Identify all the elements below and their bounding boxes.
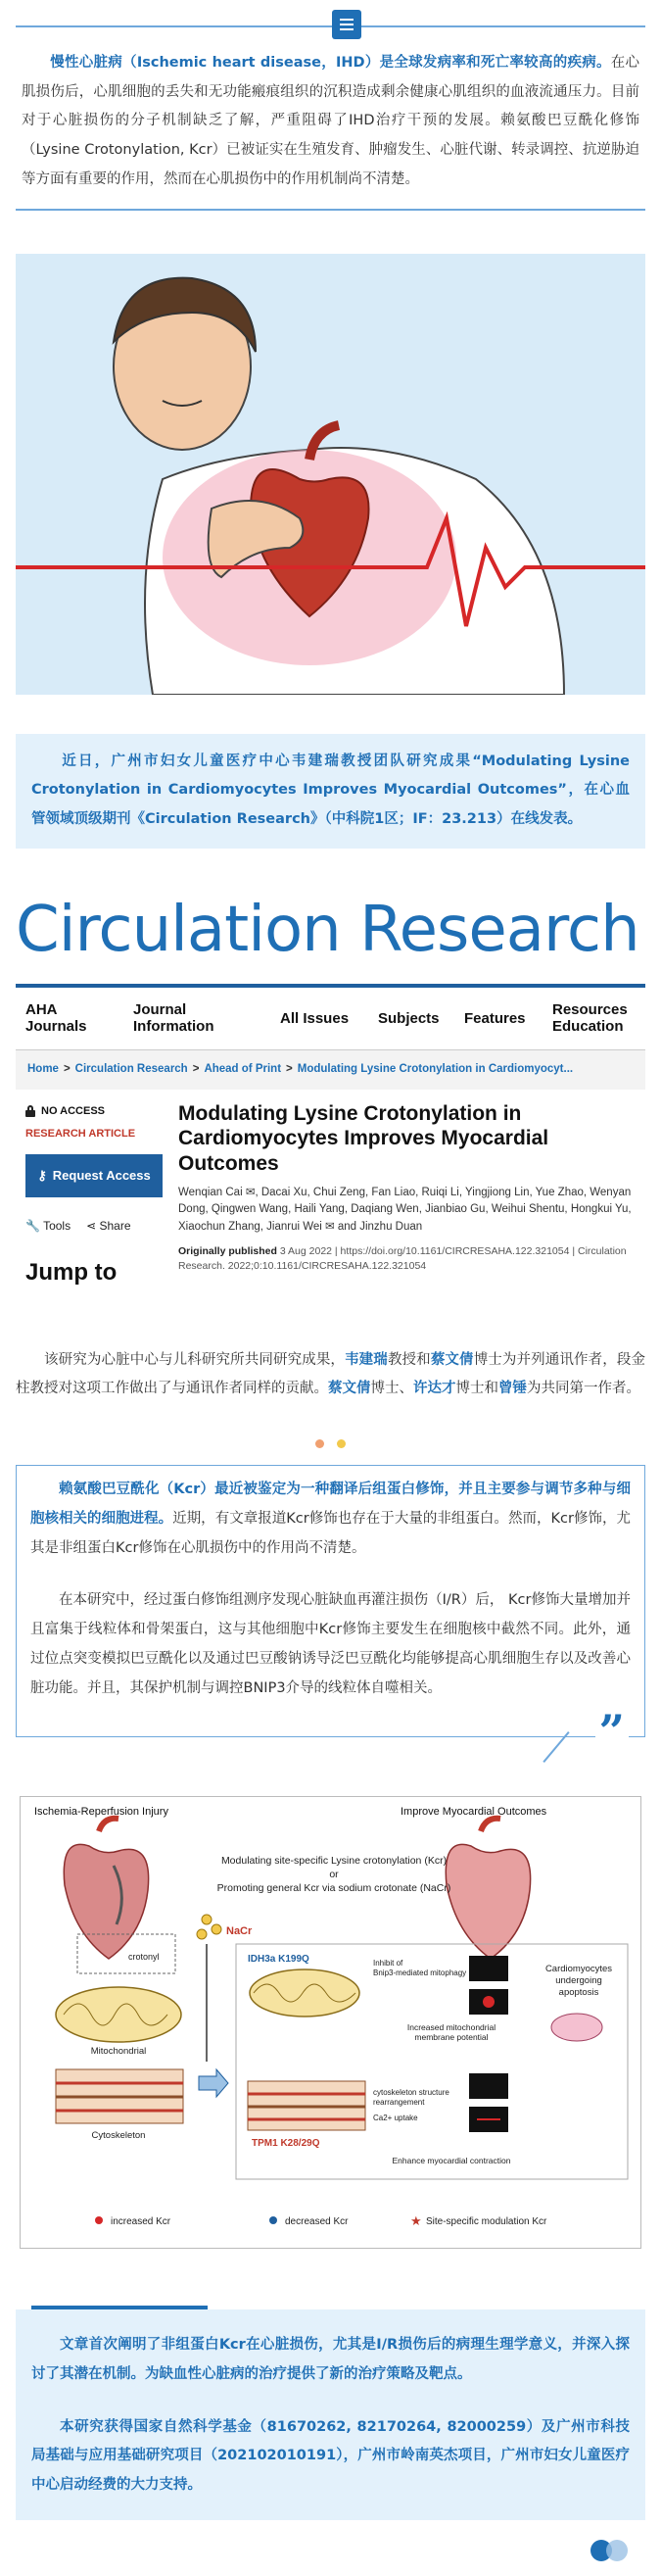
fig-idh-label: IDH3a K199Q — [248, 1954, 309, 1966]
microscopy-image-1 — [469, 1956, 508, 1981]
fig-mito-label: Mitochondrial — [90, 2046, 147, 2058]
no-access-label — [25, 1101, 163, 1122]
text-i: 博士和 — [455, 1381, 498, 1397]
pub-label: Originally published — [178, 1245, 277, 1258]
fig-cyto-label: Cytoskeleton — [91, 2130, 146, 2142]
quote-mark-icon: ” — [595, 1709, 629, 1754]
article-page — [0, 10, 661, 2567]
author-zeng: 曾锤 — [498, 1381, 527, 1397]
funding-paragraph: 本研究获得国家自然科学基金（81670262, 82170264, 82000259）及广州市科技局基础与应用基础研究项目（202102010191），广州市岭南英杰项目，广州市妇女儿童医疗中心启动经费的大力支持。 — [31, 2418, 630, 2494]
intro-box — [16, 25, 645, 211]
fig-center-line2: or — [329, 1869, 339, 1881]
injured-heart-image — [64, 1819, 148, 1959]
intro-section — [16, 10, 645, 211]
breadcrumb-article[interactable]: Modulating Lysine Crotonylation in Cardiomyocyt... — [297, 1062, 574, 1075]
breadcrumb: Home > Circulation Research > Ahead of Print > Modulating Lysine Crotonylation in Cardiomyocyt... — [16, 1050, 645, 1090]
end-circles-icon — [16, 2534, 645, 2567]
notice-text: 近日，广州市妇女儿童医疗中心韦建瑞教授团队研究成果“Modulating Lysine Crotonylation in Cardiomyocytes Improves Myocardial Outcomes”，在心血管领域顶级期刊《Circulation Research》（中科院1区；IF：23.213）在线发表。 — [31, 753, 630, 828]
fig-cm1: Cardiomyocytes — [544, 1964, 613, 1975]
background-quote-box — [16, 1465, 645, 1759]
share-label: Share — [99, 1218, 131, 1233]
intro-highlight: 慢性心脏病（Ischemic heart disease，IHD）是全球发病率和死亡率较高的疾病。 — [50, 55, 611, 71]
conclusion-tab-bar — [31, 2306, 208, 2309]
quote-rest: 近期，有文章报道Kcr修饰也存在于大量的非组蛋白。然而，Kcr修饰，尤其是非组蛋白Kcr修饰在心肌损伤中的作用尚不清楚。 — [30, 1510, 631, 1556]
man-chest-pain-image — [16, 254, 645, 695]
graphical-abstract-svg — [21, 1797, 640, 2248]
document-icon — [332, 10, 361, 39]
authors-paragraph — [16, 1346, 645, 1404]
fig-left-title: Ischemia-Reperfusion Injury — [34, 1806, 168, 1819]
mitochondrion-right — [250, 1969, 359, 2017]
tools-label: Tools — [43, 1218, 71, 1233]
author-cai: 蔡文倩 — [430, 1351, 474, 1368]
fig-right-title: Improve Myocardial Outcomes — [401, 1806, 547, 1819]
fig-cm2: undergoing — [555, 1975, 602, 1987]
cardiomyocyte-cell — [551, 2014, 602, 2041]
conclusion-paragraph-1: 文章首次阐明了非组蛋白Kcr在心脏损伤，尤其是I/R损伤后的病理生理学意义，并深入探讨了其潜在机制。为缺血性心脏病的治疗提供了新的治疗策略及靶点。 — [31, 2337, 630, 2382]
right-arrow-icon — [199, 2069, 228, 2097]
journal-logo: Circulation Research — [16, 893, 639, 966]
author-cai-2: 蔡文倩 — [328, 1381, 371, 1397]
request-access-label: Request Access — [52, 1168, 151, 1184]
lock-icon — [25, 1105, 35, 1117]
breadcrumb-journal[interactable]: Circulation Research — [74, 1062, 188, 1075]
breadcrumb-home[interactable]: Home — [27, 1062, 59, 1075]
fig-inc2: membrane potential — [414, 2032, 489, 2043]
author-wei: 韦建瑞 — [345, 1351, 388, 1368]
conclusion-box — [16, 2309, 645, 2520]
journal-nav — [16, 988, 645, 1050]
text-e: 博士为并列通讯作者，段金柱教授对这项工作做出了与通讯作者同样的贡献。 — [16, 1351, 646, 1397]
fig-cyto1: cytoskeleton structure — [373, 2088, 449, 2098]
publication-notice — [16, 734, 645, 849]
quote-paragraph-1 — [30, 1476, 631, 1563]
article-panel — [16, 1090, 645, 1317]
share-icon: ⋖ — [86, 1218, 97, 1233]
fig-center-line3: Promoting general Kcr via sodium crotonate (NaCr) — [216, 1882, 451, 1895]
pub-info: 3 Aug 2022 | https://doi.org/10.1161/CIRCRESAHA.122.321054 | Circulation Research. 2022;0:10.1161/CIRCRESAHA.122.321054 — [178, 1245, 627, 1273]
nav-subjects[interactable]: Subjects — [378, 1009, 440, 1027]
legend-increased-marker — [95, 2216, 103, 2224]
nacr-molecule — [212, 1924, 221, 1934]
nav-all-issues[interactable]: All Issues — [280, 1009, 350, 1027]
legend-star-icon: ★ — [410, 2213, 422, 2229]
share-button[interactable] — [86, 1215, 130, 1238]
nav-features[interactable]: Features — [464, 1009, 526, 1027]
legend-decreased: decreased Kcr — [285, 2216, 349, 2228]
text-a: 该研究为心脏中心与儿科研究所共同研究成果， — [44, 1351, 346, 1368]
nav-resources-education[interactable]: Resources Education — [552, 1001, 628, 1036]
request-access-button[interactable] — [25, 1154, 163, 1197]
intro-text: 在心肌损伤后，心肌细胞的丢失和无功能瘢痕组织的沉积造成剩余健康心肌组织的血液流通压力。目前对于心脏损伤的分子机制缺乏了解，严重阻碍了IHD治疗干预的发展。赖氨酸巴豆酰化修饰（Lysine Crotonylation, Kcr）已被证实在生殖发育、肿瘤发生、心脏代谢、转录调控、抗逆胁迫等方面有重要的作用，然而在心肌损伤中的作用机制尚不清楚。 — [22, 55, 640, 187]
nacr-molecule — [202, 1915, 212, 1924]
fig-cyto2: rearrangement — [373, 2098, 425, 2108]
article-publication-info — [178, 1244, 636, 1274]
article-main — [163, 1101, 645, 1317]
key-icon: ⚷ — [37, 1167, 47, 1183]
fig-inhibit2: Bnip3-mediated mitophagy — [373, 1968, 467, 1978]
text-g: 博士、 — [370, 1381, 413, 1397]
breadcrumb-ahead-of-print[interactable]: Ahead of Print — [204, 1062, 282, 1075]
end-decoration — [16, 2534, 645, 2567]
text-k: 为共同第一作者。 — [527, 1381, 640, 1397]
wrench-icon: 🔧 — [25, 1218, 40, 1233]
nacr-molecule — [197, 1929, 207, 1939]
quote-paragraph-2: 在本研究中，经过蛋白修饰组测序发现心脏缺血再灌注损伤（I/R）后， Kcr修饰大量增加并且富集于线粒体和骨架蛋白，这与其他细胞中Kcr修饰主要发生在细胞核中截然不同。此外，通过位点突变模拟巴豆酰化以及通过巴豆酸钠诱导泛巴豆酰化均能够提高心肌细胞生存以及改善心脏功能。并且，其保护机制与调控BNIP3介导的线粒体自噬相关。 — [30, 1592, 631, 1696]
graphical-abstract — [20, 1796, 641, 2249]
no-access-text: NO ACCESS — [41, 1104, 105, 1117]
fig-inc1: Increased mitochondrial — [406, 2022, 496, 2033]
jump-to-menu[interactable]: Jump to — [25, 1259, 118, 1287]
fig-inhibit1: Inhibit of — [373, 1959, 403, 1968]
fig-nacr-label: NaCr — [226, 1925, 253, 1938]
heart-attack-illustration — [16, 254, 645, 695]
fig-center-line1: Modulating site-specific Lysine crotonylation (Kcr) — [220, 1855, 448, 1868]
article-title: Modulating Lysine Crotonylation in Cardiomyocytes Improves Myocardial Outcomes — [178, 1101, 549, 1175]
quote-line-decoration — [543, 1731, 569, 1763]
nav-aha-journals[interactable]: AHA Journals — [25, 1001, 87, 1036]
legend-site: Site-specific modulation Kcr — [426, 2216, 547, 2228]
dot-yellow — [337, 1439, 346, 1448]
divider-dots — [0, 1430, 661, 1443]
tools-row — [25, 1215, 163, 1238]
tools-button[interactable] — [25, 1215, 71, 1238]
fig-cm3: apoptosis — [558, 1987, 599, 1999]
legend-decreased-marker — [269, 2216, 277, 2224]
nav-journal-information[interactable]: Journal Information — [133, 1001, 214, 1036]
article-sidebar — [16, 1101, 163, 1317]
author-xu: 许达才 — [413, 1381, 456, 1397]
healthy-heart-image — [446, 1819, 530, 1959]
article-type-label: RESEARCH ARTICLE — [25, 1127, 136, 1140]
fig-enh: Enhance myocardial contraction — [392, 2156, 511, 2166]
dot-orange — [315, 1439, 324, 1448]
fig-crotonyl-label: crotonyl — [128, 1952, 160, 1963]
fig-tpm-label: TPM1 K28/29Q — [252, 2138, 320, 2150]
fig-cyto3: Ca2+ uptake — [373, 2114, 418, 2123]
mitochondrion-left — [56, 1987, 181, 2042]
article-authors: Wenqian Cai ✉, Dacai Xu, Chui Zeng, Fan Liao, Ruiqi Li, Yingjiong Lin, Yue Zhao, Wenyan Dong, Qingwen Wang, Haili Yang, Daqiang Wen, Jianbiao Gu, Weihui Shentu, Hongkui Yu, Xiaochun Zhang, Jianrui Wei ✉ and Jinzhu Duan — [178, 1186, 632, 1234]
text-c: 教授和 — [387, 1351, 431, 1368]
quote-highlight: 赖氨酸巴豆酰化（Kcr）最近被鉴定为一种翻译后组蛋白修饰，并且主要参与调节多种与细胞核相关的细胞进程。 — [30, 1482, 631, 1527]
microscopy-image-3 — [469, 2073, 508, 2099]
legend-increased: increased Kcr — [111, 2216, 171, 2228]
